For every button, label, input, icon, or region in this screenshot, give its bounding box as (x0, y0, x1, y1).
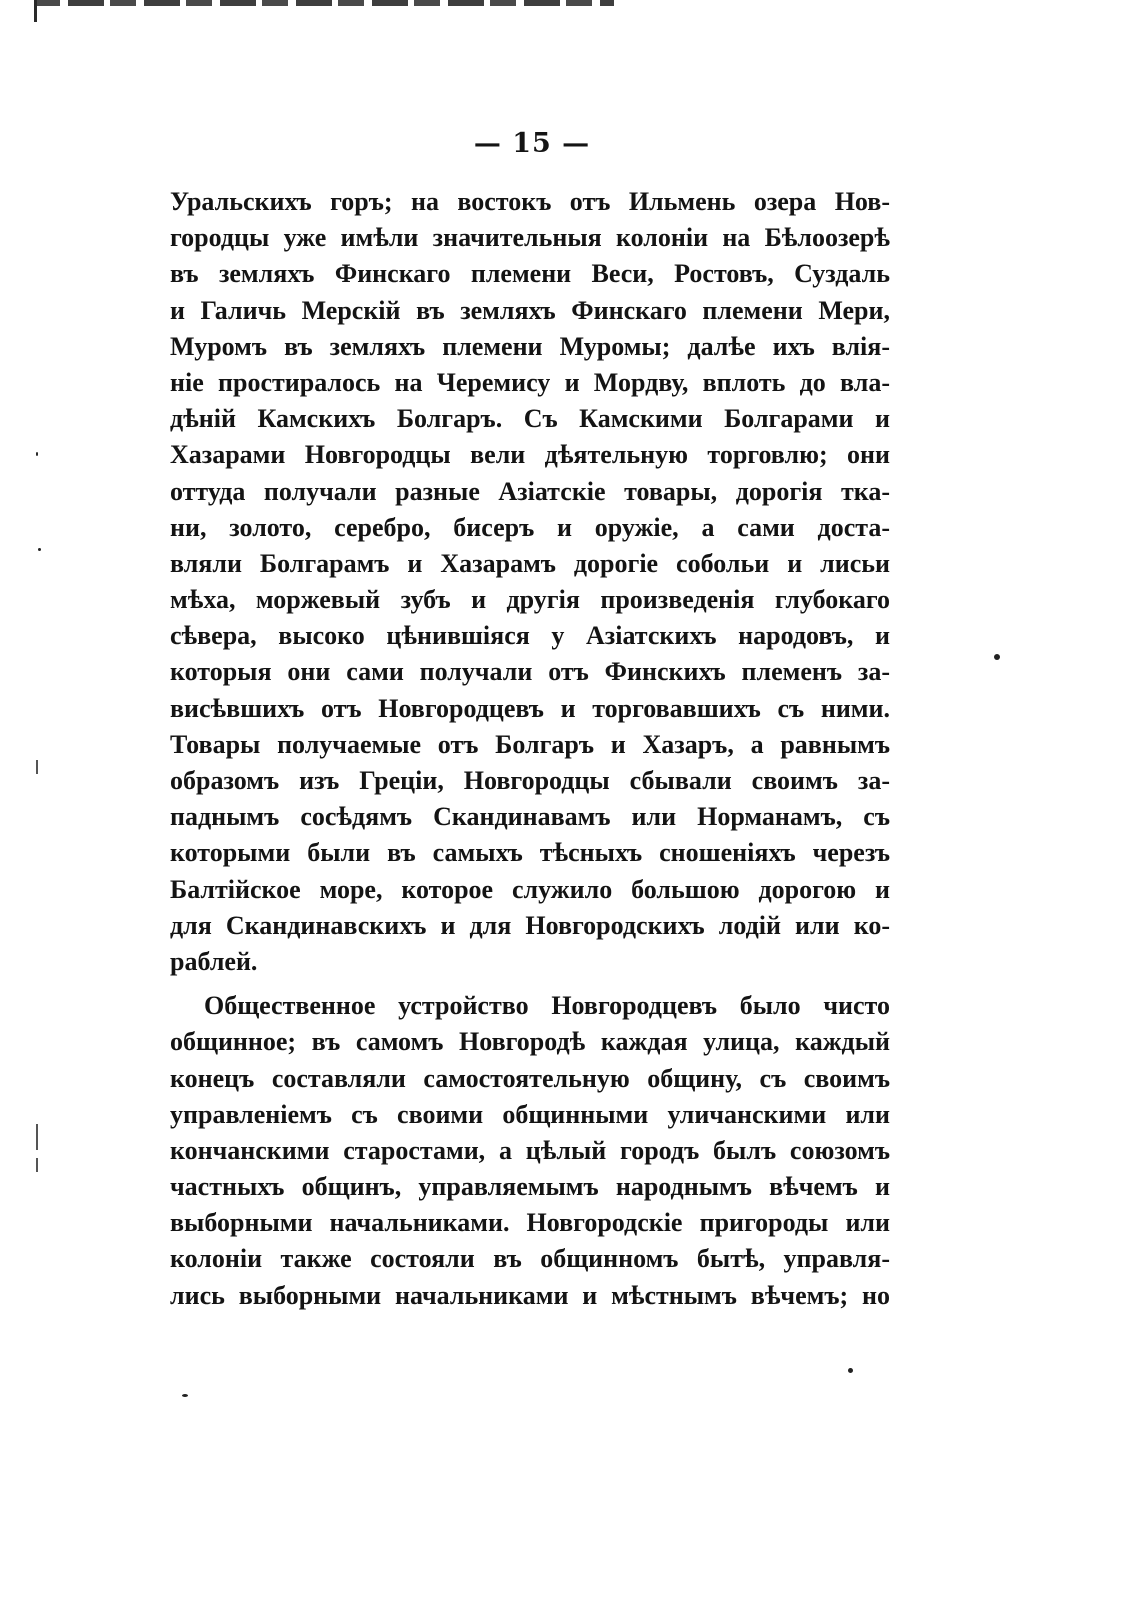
text-line: которыми были въ самыхъ тѣсныхъ сношеніяхъ черезъ (170, 838, 890, 868)
text-line: выборными начальниками. Новгородскіе пригороды или (170, 1208, 890, 1238)
text-line: которыя они сами получали отъ Финскихъ племенъ за- (170, 657, 890, 687)
paragraph-1 (170, 184, 890, 980)
text-line: сѣвера, высоко цѣнившіяся у Азіатскихъ народовъ, и (170, 621, 890, 651)
page-number: — 15 — (473, 128, 591, 159)
text-line: конецъ составляли самостоятельную общину, съ своимъ (170, 1063, 890, 1093)
scan-speck (848, 1368, 853, 1373)
body-text (170, 184, 890, 1314)
scan-speck (182, 1394, 188, 1397)
text-line: городцы уже имѣли значительныя колоніи на Бѣлоозерѣ (170, 223, 890, 253)
text-line: Уральскихъ горъ; на востокъ отъ Ильмень озера Нов- (170, 187, 890, 216)
text-line: Муромъ въ земляхъ племени Муромы; далѣе ихъ влія- (170, 331, 890, 361)
scan-speck (994, 654, 1000, 660)
text-line: и Галичь Мерскій въ земляхъ Финскаго племени Мери, (170, 295, 890, 325)
text-line: въ земляхъ Финскаго племени Веси, Ростовъ, Суздаль (170, 259, 890, 289)
text-line: раблей. (170, 946, 258, 976)
scan-edge-artifact (34, 0, 614, 6)
text-line: Общественное устройство Новгородцевъ было чисто (204, 991, 890, 1021)
scan-speck (38, 548, 41, 551)
text-line: частныхъ общинъ, управляемымъ народнымъ вѣчемъ и (170, 1172, 890, 1202)
scan-edge-tick (34, 0, 37, 22)
scan-mark (36, 1124, 38, 1150)
text-line: Товары получаемые отъ Болгаръ и Хазаръ, а равнымъ (170, 729, 890, 759)
text-line: образомъ изъ Греціи, Новгородцы сбывали своимъ за- (170, 766, 890, 795)
text-line: оттуда получали разные Азіатскіе товары, дорогія тка- (170, 476, 890, 506)
paragraph-2 (170, 988, 890, 1314)
text-line: общинное; въ самомъ Новгородѣ каждая улица, каждый (170, 1027, 890, 1057)
text-line: ни, золото, серебро, бисеръ и оружіе, а сами доста- (170, 512, 890, 542)
text-line: Хазарами Новгородцы вели дѣятельную торговлю; они (170, 440, 890, 470)
text-line: вляли Болгарамъ и Хазарамъ дорогіе собольи и лисьи (170, 548, 890, 578)
text-line: паднымъ сосѣдямъ Скандинавамъ или Норманамъ, съ (170, 802, 890, 832)
scan-speck (36, 452, 38, 456)
scan-mark (36, 1158, 38, 1172)
text-line: дѣній Камскихъ Болгаръ. Съ Камскими Болгарами и (170, 404, 890, 434)
text-line: управленіемъ съ своими общинными уличанскими или (170, 1099, 890, 1129)
text-line: мѣха, моржевый зубъ и другія произведенія глубокаго (170, 585, 890, 615)
paragraph-gap (170, 980, 890, 988)
text-line: колоніи также состояли въ общинномъ бытѣ, управля- (170, 1244, 890, 1274)
text-line: для Скандинавскихъ и для Новгородскихъ лодій или ко- (170, 910, 890, 940)
text-line: кончанскими старостами, а цѣлый городъ былъ союзомъ (170, 1135, 890, 1165)
text-line: ніе простиралось на Черемису и Мордву, вплоть до вла- (170, 367, 890, 397)
text-line: висѣвшихъ отъ Новгородцевъ и торговавшихъ съ ними. (170, 693, 890, 723)
text-line: Балтійское море, которое служило большою дорогою и (170, 874, 890, 904)
text-line: лись выборными начальниками и мѣстнымъ вѣчемъ; но (170, 1280, 890, 1310)
scan-mark (36, 760, 38, 774)
